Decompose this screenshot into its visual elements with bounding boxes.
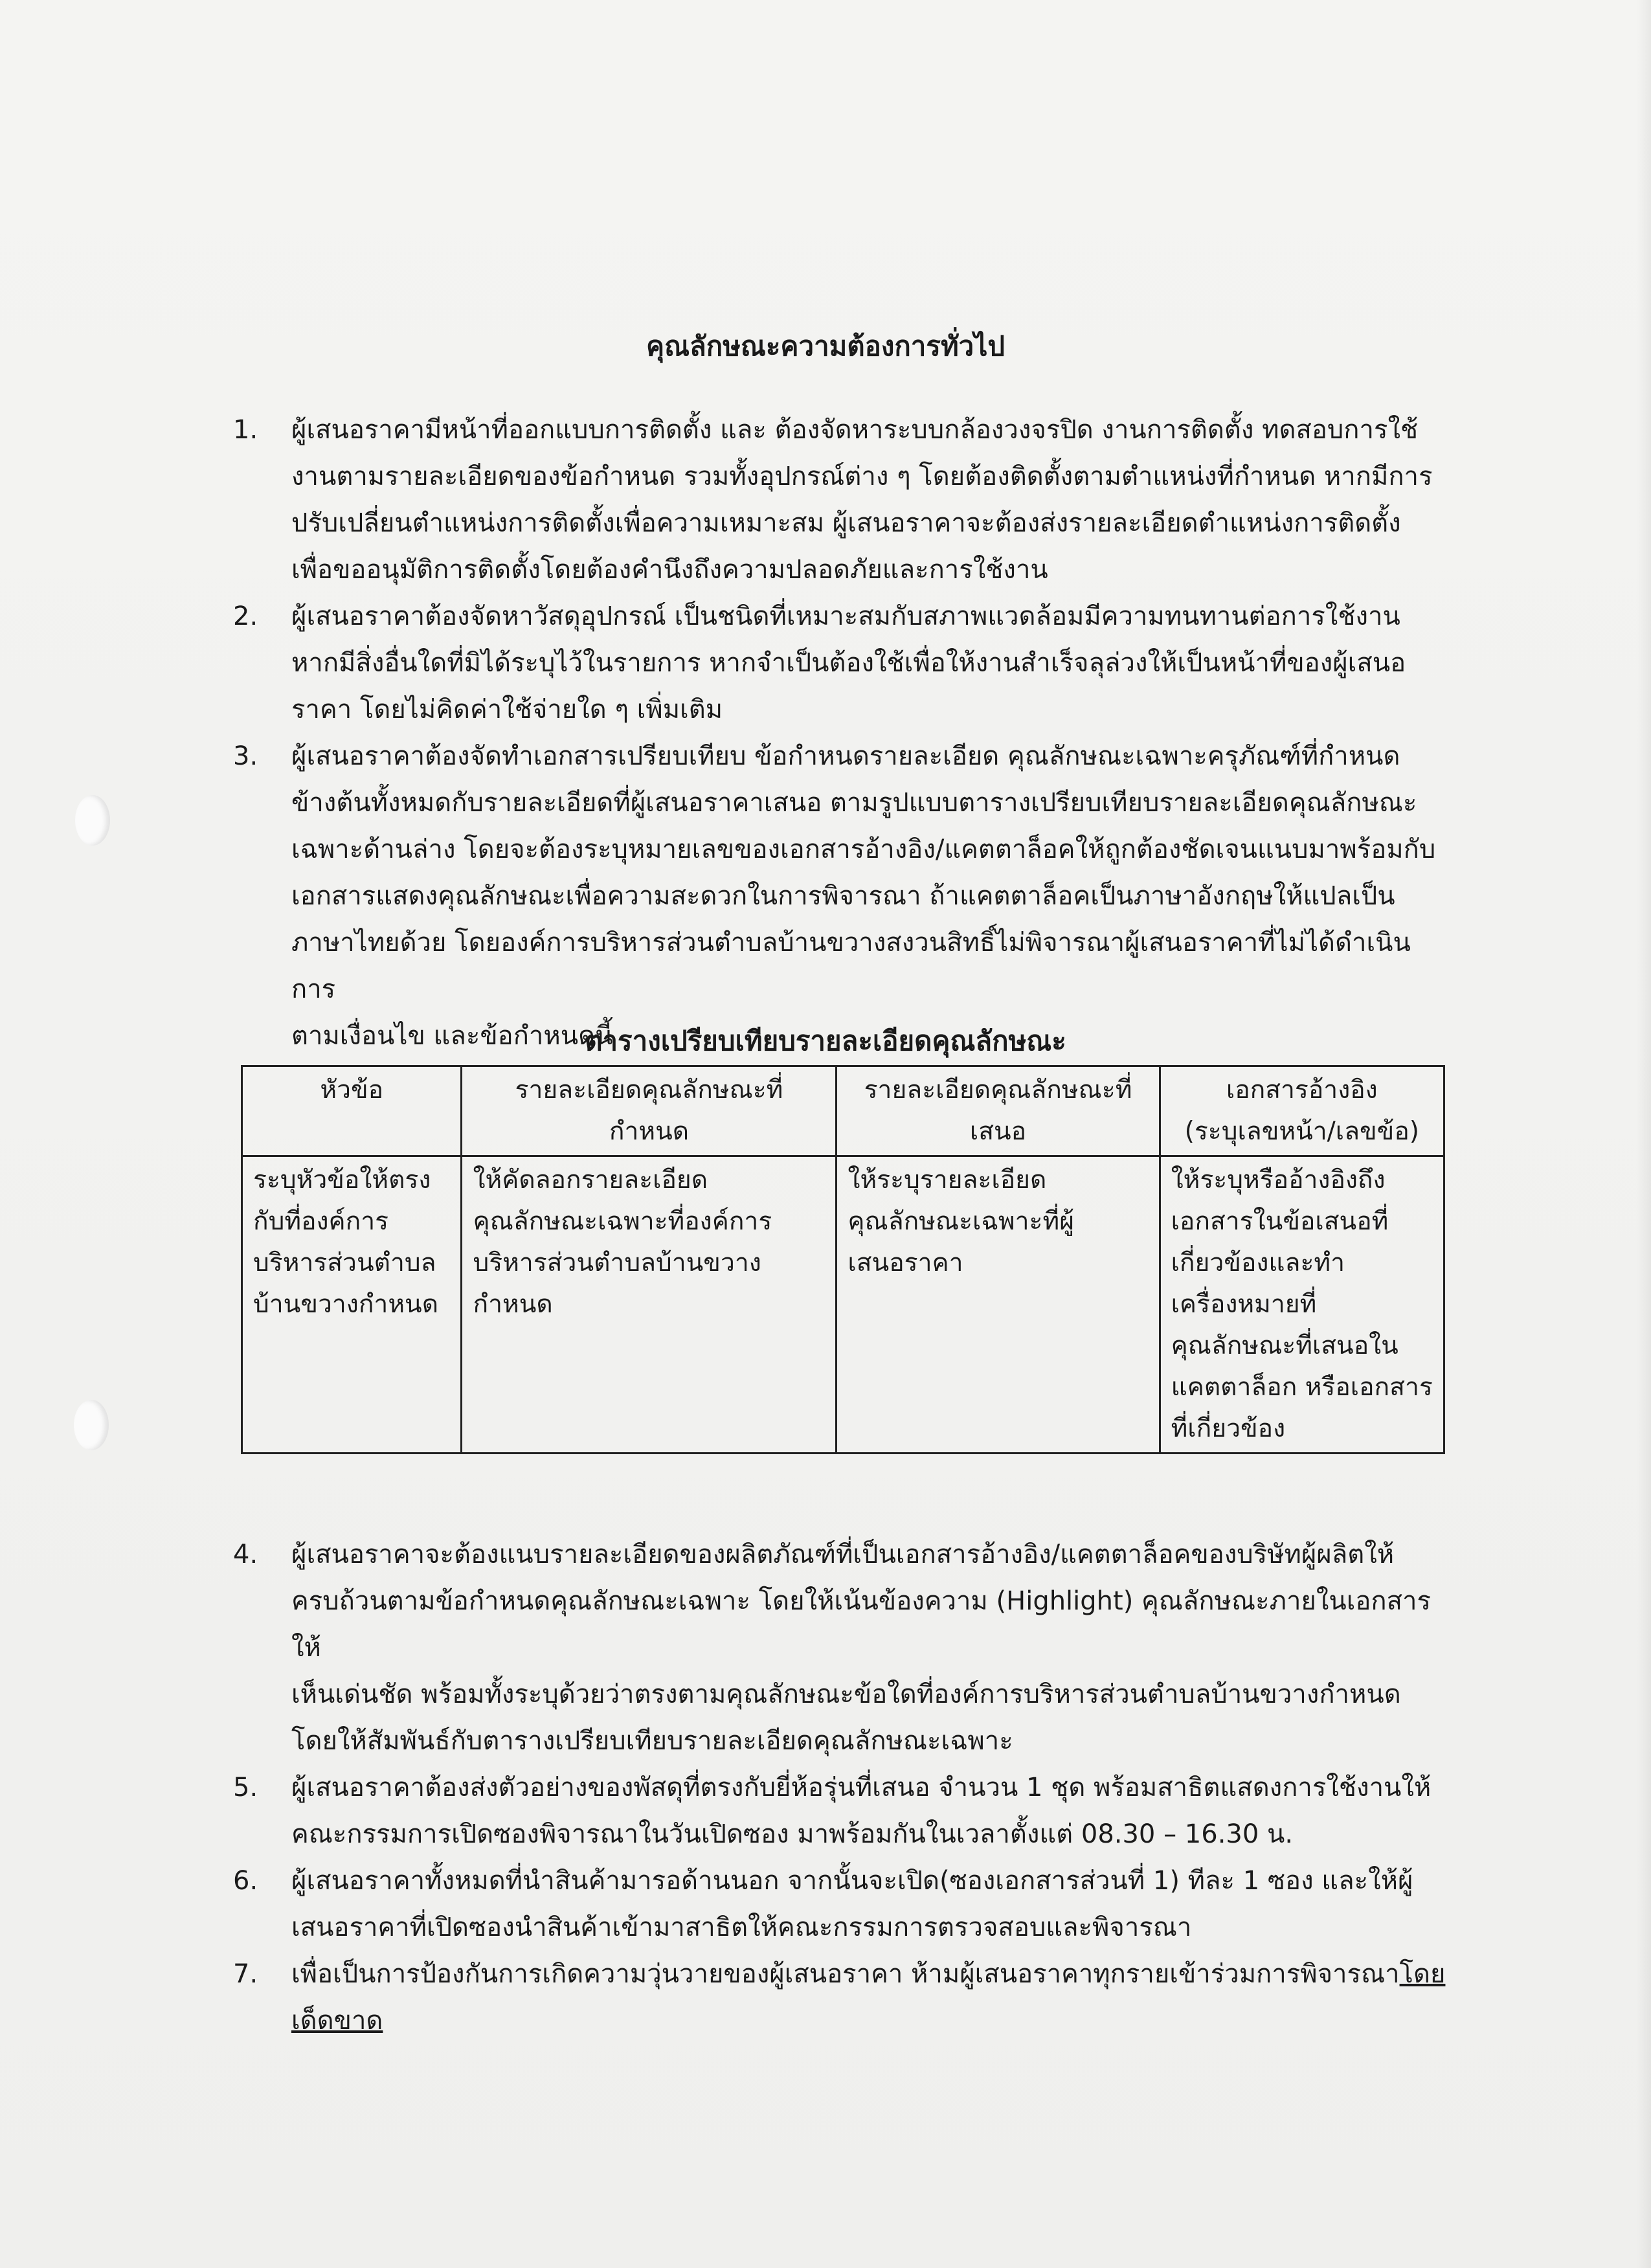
requirement-list-top <box>233 407 1450 1059</box>
cell-line: ให้ระบุหรืออ้างอิงถึง <box>1171 1165 1386 1195</box>
cell-line: กับที่องค์การ <box>253 1207 389 1236</box>
header-line: เสนอ <box>969 1117 1027 1146</box>
cell-line: บ้านขวางกำหนด <box>253 1290 439 1319</box>
cell-line: บริหารส่วนตำบล <box>253 1248 436 1277</box>
cell-line: คุณลักษณะเฉพาะที่องค์การ <box>473 1207 772 1236</box>
cell-line: กำหนด <box>473 1290 553 1319</box>
requirement-item-5 <box>233 1764 1450 1858</box>
comparison-table <box>241 1065 1445 1454</box>
requirement-item-2 <box>233 593 1450 733</box>
page-title: คุณลักษณะความต้องการทั่วไป <box>646 330 1005 362</box>
header-reference-doc <box>1160 1066 1444 1156</box>
requirement-item-7 <box>233 1951 1450 2044</box>
cell-offered-spec <box>837 1156 1160 1454</box>
item-number: 2. <box>233 601 258 631</box>
cell-line: ให้คัดลอกรายละเอียด <box>473 1165 708 1195</box>
requirement-item-3 <box>233 733 1450 1059</box>
item-text-line: ราคา โดยไม่คิดค่าใช้จ่ายใด ๆ เพิ่มเติม <box>291 695 723 724</box>
item-text-line: เอกสารแสดงคุณลักษณะเพื่อความสะดวกในการพิจารณา ถ้าแคตตาล็อคเป็นภาษาอังกฤษให้แปลเป็น <box>291 881 1395 911</box>
requirement-list-bottom <box>233 1531 1450 2044</box>
cell-line: ให้ระบุรายละเอียด <box>848 1165 1047 1195</box>
header-offered-spec <box>837 1066 1160 1156</box>
cell-line: เอกสารในข้อเสนอที่ <box>1171 1207 1389 1236</box>
item-text-line: ผู้เสนอราคาทั้งหมดที่นำสินค้ามารอด้านนอก จากนั้นจะเปิด(ซองเอกสารส่วนที่ 1) ทีละ 1 ซอง และให้ผู้ <box>291 1866 1413 1896</box>
header-required-spec <box>462 1066 837 1156</box>
item-text-line: คณะกรรมการเปิดซองพิจารณาในวันเปิดซอง มาพร้อมกันในเวลาตั้งแต่ 08.30 – 16.30 น. <box>291 1819 1294 1849</box>
cell-line: บริหารส่วนตำบลบ้านขวาง <box>473 1248 761 1277</box>
item-text-line: ตามเงื่อนไข และข้อกำหนดนี้ <box>291 1021 613 1051</box>
header-line: รายละเอียดคุณลักษณะที่ <box>515 1075 783 1105</box>
item-text-line: เห็นเด่นชัด พร้อมทั้งระบุด้วยว่าตรงตามคุณลักษณะข้อใดที่องค์การบริหารส่วนตำบลบ้านขวางกำหนด <box>291 1679 1401 1709</box>
item-number: 5. <box>233 1773 258 1802</box>
item-text-line: ผู้เสนอราคาจะต้องแนบรายละเอียดของผลิตภัณฑ์ที่เป็นเอกสารอ้างอิง/แคตตาล็อคของบริษัทผู้ผลิตให้ <box>291 1540 1395 1569</box>
item-text-line: ข้างต้นทั้งหมดกับรายละเอียดที่ผู้เสนอราคาเสนอ ตามรูปแบบตารางเปรียบเทียบรายละเอียดคุณลักษณะ <box>291 788 1417 818</box>
item-text-line: ผู้เสนอราคามีหน้าที่ออกแบบการติดตั้ง และ ต้องจัดหาระบบกล้องวงจรปิด งานการติดตั้ง ทดสอบการใช้ <box>291 415 1419 445</box>
item-text-underlined: เด็ดขาด <box>291 2006 383 2036</box>
cell-line: คุณลักษณะที่เสนอใน <box>1171 1331 1398 1360</box>
cell-required-spec <box>462 1156 837 1454</box>
item-text-line: งานตามรายละเอียดของข้อกำหนด รวมทั้งอุปกรณ์ต่าง ๆ โดยต้องติดตั้งตามตำแหน่งที่กำหนด หากมีการ <box>291 462 1433 491</box>
table-row <box>242 1156 1444 1454</box>
cell-line: เครื่องหมายที่ <box>1171 1290 1317 1319</box>
item-text-line: ผู้เสนอราคาต้องจัดหาวัสดุอุปกรณ์ เป็นชนิดที่เหมาะสมกับสภาพแวดล้อมมีความทนทานต่อการใช้งาน <box>291 601 1400 631</box>
punch-hole-lower <box>74 1400 109 1450</box>
header-line: (ระบุเลขหน้า/เลขข้อ) <box>1184 1117 1419 1146</box>
cell-line: เสนอราคา <box>848 1248 963 1277</box>
cell-line: แคตตาล็อก หรือเอกสาร <box>1171 1373 1433 1402</box>
header-line: เอกสารอ้างอิง <box>1226 1075 1378 1105</box>
cell-line: คุณลักษณะเฉพาะที่ผู้ <box>848 1207 1075 1236</box>
item-text-line: เสนอราคาที่เปิดซองนำสินค้าเข้ามาสาธิตให้คณะกรรมการตรวจสอบและพิจารณา <box>291 1913 1192 1942</box>
item-text-plain: เพื่อเป็นการป้องกันการเกิดความวุ่นวายของผู้เสนอราคา ห้ามผู้เสนอราคาทุกรายเข้าร่วมการพิจารณา <box>291 1959 1400 1989</box>
header-line: รายละเอียดคุณลักษณะที่ <box>864 1075 1132 1105</box>
item-number: 4. <box>233 1540 258 1569</box>
header-line: กำหนด <box>609 1117 690 1146</box>
item-number: 6. <box>233 1866 258 1896</box>
item-number: 3. <box>233 741 258 771</box>
requirement-item-6 <box>233 1858 1450 1951</box>
item-number: 1. <box>233 415 258 445</box>
item-text-underlined: โดย <box>1399 1959 1446 1989</box>
item-text-line: ปรับเปลี่ยนตำแหน่งการติดตั้งเพื่อความเหมาะสม ผู้เสนอราคาจะต้องส่งรายละเอียดตำแหน่งการติดตั้ง <box>291 508 1401 538</box>
item-text-line: เฉพาะด้านล่าง โดยจะต้องระบุหมายเลขของเอกสารอ้างอิง/แคตตาล็อคให้ถูกต้องชัดเจนแนบมาพร้อมกับ <box>291 835 1436 864</box>
item-text-line <box>291 1951 1450 1997</box>
requirement-item-1 <box>233 407 1450 593</box>
item-text-line: เพื่อขออนุมัติการติดตั้งโดยต้องคำนึงถึงความปลอดภัยและการใช้งาน <box>291 555 1048 585</box>
item-number: 7. <box>233 1959 258 1989</box>
cell-reference-doc <box>1160 1156 1444 1454</box>
header-line: หัวข้อ <box>320 1075 384 1105</box>
item-text-line: ครบถ้วนตามข้อกำหนดคุณลักษณะเฉพาะ โดยให้เน้นข้องความ (Highlight) คุณลักษณะภายในเอกสารให้ <box>291 1586 1431 1663</box>
item-text-line: ผู้เสนอราคาต้องจัดทำเอกสารเปรียบเทียบ ข้อกำหนดรายละเอียด คุณลักษณะเฉพาะครุภัณฑ์ที่กำหนด <box>291 741 1400 771</box>
item-text-line: หากมีสิ่งอื่นใดที่มิได้ระบุไว้ในรายการ หากจำเป็นต้องใช้เพื่อให้งานสำเร็จลุล่วงให้เป็นหน้าที่ของผู้เสนอ <box>291 648 1406 678</box>
cell-line: เกี่ยวข้องและทำ <box>1171 1248 1345 1277</box>
cell-line: ที่เกี่ยวข้อง <box>1171 1414 1286 1443</box>
item-text-line: โดยให้สัมพันธ์กับตารางเปรียบเทียบรายละเอียดคุณลักษณะเฉพาะ <box>291 1726 1013 1756</box>
table-title: ตารางเปรียบเทียบรายละเอียดคุณลักษณะ <box>585 1025 1066 1057</box>
requirement-item-4 <box>233 1531 1450 1764</box>
cell-topic <box>242 1156 462 1454</box>
punch-hole-upper <box>75 795 110 846</box>
item-text-line: ภาษาไทยด้วย โดยองค์การบริหารส่วนตำบลบ้านขวางสงวนสิทธิ์ไม่พิจารณาผู้เสนอราคาที่ไม่ได้ดำเนินการ <box>291 928 1411 1004</box>
cell-line: ระบุหัวข้อให้ตรง <box>253 1165 431 1195</box>
header-topic <box>242 1066 462 1156</box>
item-text-line: ผู้เสนอราคาต้องส่งตัวอย่างของพัสดุที่ตรงกับยี่ห้อรุ่นที่เสนอ จำนวน 1 ชุด พร้อมสาธิตแสดงการใช้งานให้ <box>291 1773 1432 1802</box>
table-header-row <box>242 1066 1444 1156</box>
